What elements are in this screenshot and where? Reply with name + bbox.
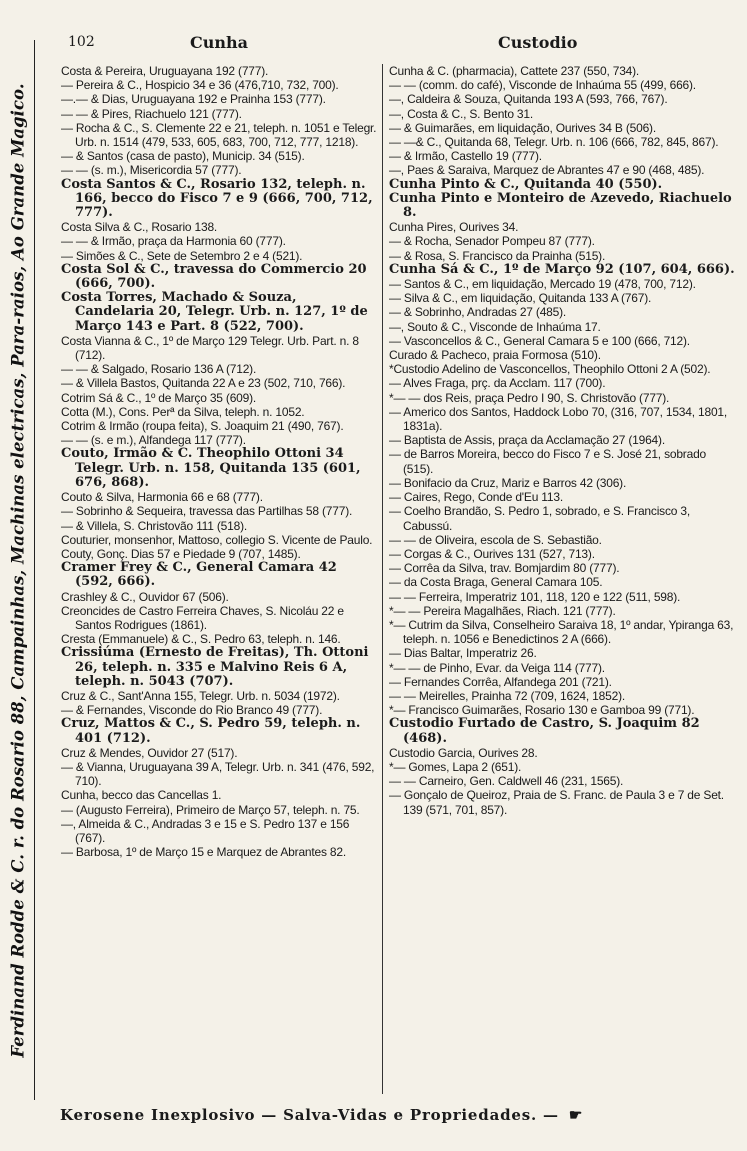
directory-entry: Couturier, monsenhor, Mattoso, collegio S. Vicente de Paulo.	[61, 532, 373, 547]
directory-entry: *— — dos Reis, praça Pedro I 90, S. Christovão (777).	[389, 390, 670, 405]
directory-entry: — —& C., Quitanda 68, Telegr. Urb. n. 106 (666, 782, 845, 867).	[389, 135, 719, 150]
directory-entry: Costa Vianna & C., 1º de Março 129 Telegr. Urb. Part. n. 8 (712).	[61, 333, 359, 363]
directory-entry: Cotta (M.), Cons. Perª da Silva, teleph. n. 1052.	[61, 404, 305, 419]
directory-entry: — Sobrinho & Sequeira, travessa das Partilhas 58 (777).	[61, 504, 353, 519]
directory-entry: — Corrêa da Silva, trav. Bomjardim 80 (777).	[389, 561, 620, 576]
footer-advertisement	[60, 1106, 740, 1130]
page-header	[60, 30, 740, 58]
directory-entry: Couto & Silva, Harmonia 66 e 68 (777).	[61, 490, 263, 505]
directory-entry: — Bonifacio da Cruz, Mariz e Barros 42 (306).	[389, 475, 627, 490]
right-running-title: Custodio	[498, 33, 578, 52]
directory-entry: Couto, Irmão & C. Theophilo Ottoni 34 Telegr. Urb. n. 158, Quitanda 135 (601, 676, 868).	[61, 446, 361, 490]
directory-entry: — — (s. e m.), Alfandega 117 (777).	[61, 433, 246, 448]
directory-entry: — & Rosa, S. Francisco da Prainha (515).	[389, 248, 606, 263]
directory-entry: — de Barros Moreira, becco do Fisco 7 e S. José 21, sobrado (515).	[389, 447, 707, 476]
directory-entry: Cunha, becco das Cancellas 1.	[61, 788, 222, 803]
directory-entry: Costa Torres, Machado & Souza, Candelaria 20, Telegr. Urb. n. 127, 1º de Março 143 e Part. 8 (522, 700).	[61, 290, 368, 334]
column-divider	[382, 64, 383, 1094]
directory-entry: —, Costa & C., S. Bento 31.	[389, 106, 534, 121]
directory-entry: Cunha Pinto & C., Quitanda 40 (550).	[389, 176, 663, 192]
directory-entry: *— — de Pinho, Evar. da Veiga 114 (777).	[389, 660, 605, 675]
directory-entry: Costa Sol & C., travessa do Commercio 20 (666, 700).	[61, 261, 367, 292]
directory-entry: — — & Irmão, praça da Harmonia 60 (777).	[61, 234, 286, 249]
directory-entry: Cresta (Emmanuele) & C., S. Pedro 63, teleph. n. 146.	[61, 632, 341, 647]
directory-entry: Couty, Gonç. Dias 57 e Piedade 9 (707, 1485).	[61, 546, 301, 561]
directory-entry: — Fernandes Corrêa, Alfandega 201 (721).	[389, 674, 612, 689]
directory-entry: Cotrim & Irmão (roupa feita), S. Joaquim 21 (490, 767).	[61, 419, 344, 434]
directory-entry: *— — Pereira Magalhães, Riach. 121 (777).	[389, 603, 616, 618]
directory-entry: Creoncides de Castro Ferreira Chaves, S. Nicoláu 22 e Santos Rodrigues (1861).	[61, 603, 344, 632]
side-advertisement	[2, 40, 35, 1100]
directory-entry: — da Costa Braga, General Camara 105.	[389, 575, 603, 590]
directory-entry: — & Guimarães, em liquidação, Ourives 34 B (506).	[389, 120, 656, 135]
directory-entry: —, Caldeira & Souza, Quitanda 193 A (593, 766, 767).	[389, 92, 668, 107]
directory-entry: — — de Oliveira, escola de S. Sebastião.	[389, 532, 602, 547]
directory-entry: Cruz & Mendes, Ouvidor 27 (517).	[61, 745, 238, 760]
directory-entry: — Santos & C., em liquidação, Mercado 19 (478, 700, 712).	[389, 277, 696, 292]
directory-entry: — Americo dos Santos, Haddock Lobo 70, (316, 707, 1534, 1801, 1831a).	[389, 404, 728, 434]
directory-entry: — & Santos (casa de pasto), Municip. 34 (515).	[61, 149, 305, 164]
directory-entry: Crissiúma (Ernesto de Freitas), Th. Ottoni 26, teleph. n. 335 e Malvino Reis 6 A, teleph. n. 5043 (707).	[61, 645, 369, 689]
directory-entry: —, Almeida & C., Andradas 3 e 15 e S. Pedro 137 e 156 (767).	[61, 816, 350, 845]
directory-entry: — Vasconcellos & C., General Camara 5 e 100 (666, 712).	[389, 333, 690, 348]
directory-entry: — & Villela Bastos, Quitanda 22 A e 23 (502, 710, 766).	[61, 376, 346, 391]
directory-entry: *— Gomes, Lapa 2 (651).	[389, 759, 522, 774]
footer-text: Kerosene Inexplosivo — Salva-Vidas e Propriedades. —	[60, 1106, 559, 1124]
directory-entry: — Pereira & C., Hospicio 34 e 36 (476,710, 732, 700).	[61, 78, 339, 93]
directory-entry: — Alves Fraga, prç. da Acclam. 117 (700).	[389, 376, 606, 391]
directory-entry: —.— & Dias, Uruguayana 192 e Prainha 153 (777).	[61, 92, 326, 107]
directory-entry: Custodio Garcia, Ourives 28.	[389, 745, 538, 760]
directory-entry: Crashley & C., Ouvidor 67 (506).	[61, 589, 229, 604]
directory-entry: — Dias Baltar, Imperatriz 26.	[389, 646, 537, 661]
directory-entry: — Simões & C., Sete de Setembro 2 e 4 (521).	[61, 248, 303, 263]
directory-entry: Costa Santos & C., Rosario 132, teleph. n. 166, becco do Fisco 7 e 9 (666, 700, 712, 777).	[61, 176, 373, 221]
pointing-hand-icon: ☛	[568, 1106, 584, 1124]
directory-entry: Costa Silva & C., Rosario 138.	[61, 220, 218, 235]
directory-entry: — & Rocha, Senador Pompeu 87 (777).	[389, 234, 595, 249]
directory-entry: Curado & Pacheco, praia Formosa (510).	[389, 348, 601, 363]
left-running-title: Cunha	[190, 33, 248, 52]
directory-entry: — Caires, Rego, Conde d'Eu 113.	[389, 490, 563, 505]
directory-entry: Custodio Furtado de Castro, S. Joaquim 82 (468).	[389, 716, 700, 746]
directory-entry: Cotrim Sá & C., 1º de Março 35 (609).	[61, 390, 257, 405]
left-column	[61, 64, 379, 859]
directory-entry: — — Carneiro, Gen. Caldwell 46 (231, 1565).	[389, 774, 624, 789]
directory-entry: — & Sobrinho, Andradas 27 (485).	[389, 305, 567, 320]
directory-entry: *Custodio Adelino de Vasconcellos, Theophilo Ottoni 2 A (502).	[389, 362, 711, 377]
directory-entry: Cunha & C. (pharmacia), Cattete 237 (550, 734).	[389, 64, 640, 78]
directory-entry: — & Irmão, Castello 19 (777).	[389, 149, 542, 164]
directory-entry: — — Meirelles, Prainha 72 (709, 1624, 1852).	[389, 688, 625, 703]
directory-entry: —, Paes & Saraiva, Marquez de Abrantes 47 e 90 (468, 485).	[389, 163, 705, 178]
directory-entry: — Gonçalo de Queiroz, Praia de S. Franc. de Paula 3 e 7 de Set. 139 (571, 701, 857).	[389, 788, 724, 817]
directory-entry: — Silva & C., em liquidação, Quitanda 133 A (767).	[389, 291, 652, 306]
directory-entry: — Barbosa, 1º de Março 15 e Marquez de Abrantes 82.	[61, 845, 347, 860]
directory-entry: *— Francisco Guimarães, Rosario 130 e Gamboa 99 (771).	[389, 703, 695, 718]
directory-entry: Cruz, Mattos & C., S. Pedro 59, teleph. n. 401 (712).	[61, 716, 361, 746]
directory-entry: Cunha Sá & C., 1º de Março 92 (107, 604, 666).	[389, 261, 735, 277]
directory-entry: Cramer Frey & C., General Camara 42 (592, 666).	[61, 560, 337, 590]
directory-entry: Cruz & C., Sant'Anna 155, Telegr. Urb. n. 5034 (1972).	[61, 688, 340, 703]
directory-entry: — — & Pires, Riachuelo 121 (777).	[61, 106, 242, 121]
directory-entry: — Corgas & C., Ourives 131 (527, 713).	[389, 546, 595, 561]
side-advertisement-text: Ferdinand Rodde & C. r. do Rosario 88, Campainhas, Machinas electricas, Para-raios, Ao Grande Magico.	[8, 82, 28, 1058]
page-number: 102	[68, 34, 95, 50]
directory-entry: Costa & Pereira, Uruguayana 192 (777).	[61, 64, 269, 78]
directory-entry: Cunha Pires, Ourives 34.	[389, 220, 519, 235]
directory-entry: — Rocha & C., S. Clemente 22 e 21, teleph. n. 1051 e Telegr. Urb. n. 1514 (479, 533, 605, 683, 700, 712, 777, 1218).	[61, 120, 377, 150]
directory-entry: — — (comm. do café), Visconde de Inhaúma 55 (499, 666).	[389, 78, 696, 93]
directory-entry: — & Fernandes, Visconde do Rio Branco 49 (777).	[61, 703, 323, 718]
directory-entry: — (Augusto Ferreira), Primeiro de Março 57, teleph. n. 75.	[61, 802, 360, 817]
directory-entry: — — & Salgado, Rosario 136 A (712).	[61, 362, 257, 377]
directory-entry: — Baptista de Assis, praça da Acclamação 27 (1964).	[389, 433, 665, 448]
directory-entry: Cunha Pinto e Monteiro de Azevedo, Riachuelo 8.	[389, 190, 732, 221]
right-column	[389, 64, 737, 817]
directory-entry: —, Souto & C., Visconde de Inhaúma 17.	[389, 319, 601, 334]
directory-entry: — — (s. m.), Misericordia 57 (777).	[61, 163, 242, 178]
directory-entry: *— Cutrim da Silva, Conselheiro Saraiva 18, 1º andar, Ypiranga 63, teleph. n. 1056 e Benedictinos 2 A (666).	[389, 617, 734, 647]
directory-entry: — & Vianna, Uruguayana 39 A, Telegr. Urb. n. 341 (476, 592, 710).	[61, 759, 375, 789]
directory-entry: — Coelho Brandão, S. Pedro 1, sobrado, e S. Francisco 3, Cabussú.	[389, 504, 690, 533]
directory-entry: — — Ferreira, Imperatriz 101, 118, 120 e 122 (511, 598).	[389, 589, 681, 604]
directory-entry: — & Villela, S. Christovão 111 (518).	[61, 518, 248, 533]
